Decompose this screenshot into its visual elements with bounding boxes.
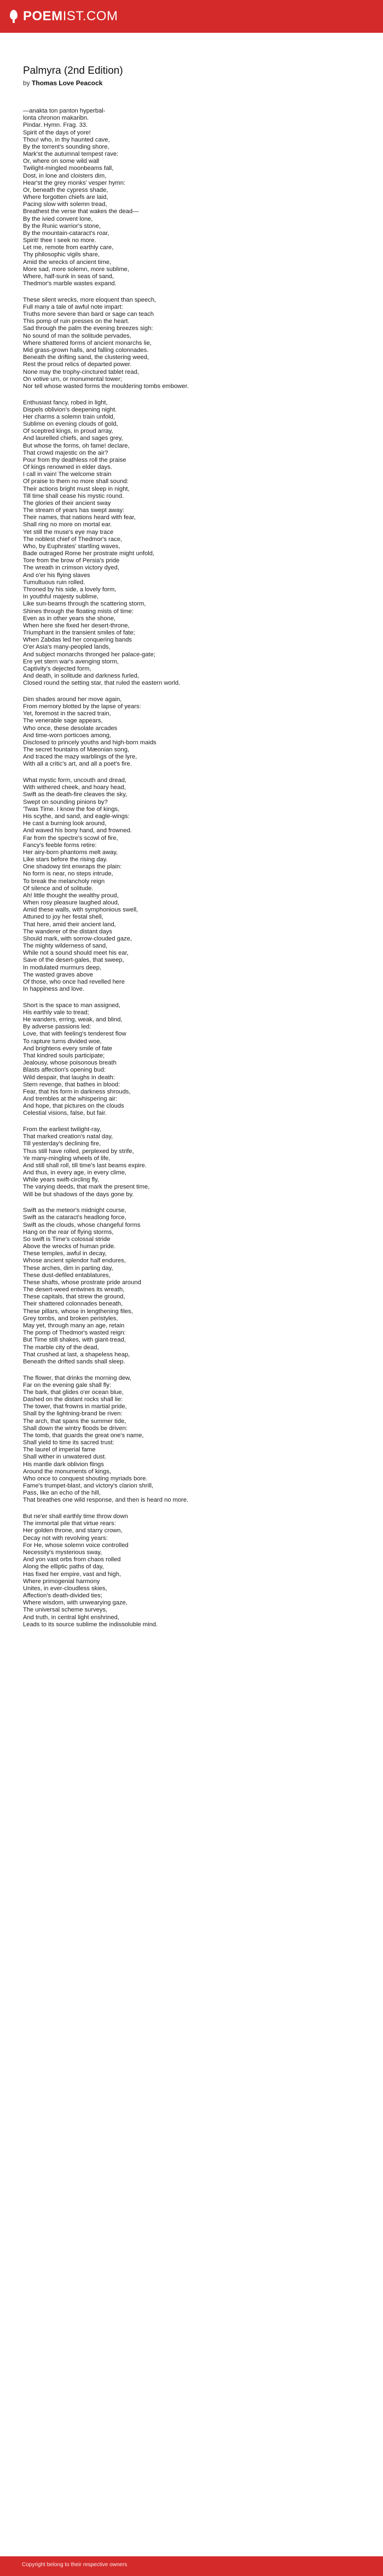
poem-line: Tumultuous ruin rolled.: [23, 579, 85, 586]
poem-line: Who, by Euphrates' startling waves,: [23, 543, 120, 550]
poem-line: These dust-defiled entablatures,: [23, 1272, 111, 1279]
poem-line: Like stars before the rising day.: [23, 856, 108, 863]
poem-line: The mighty wilderness of sand,: [23, 943, 108, 950]
poem-line: That crushed at last, a shapeless heap,: [23, 1351, 130, 1358]
poem-line: Attuned to joy her festal shell,: [23, 914, 103, 921]
byline: [23, 79, 362, 87]
poem-line: These arches, dim in parting day,: [23, 1265, 113, 1272]
poem-line: Above the wrecks of human pride.: [23, 1243, 116, 1250]
poem-body: [23, 108, 362, 1628]
poem-line: Dost, in lone and cloisters dim,: [23, 172, 107, 179]
poem-line: Who once, these desolate arcades: [23, 725, 118, 732]
poem-line: These capitals, that strew the ground,: [23, 1293, 125, 1301]
poem-line: Truths more severe than bard or sage can teach: [23, 311, 154, 318]
poem-line: The noblest chief of Thedmor's race,: [23, 536, 123, 543]
poem-line: The wreath in crimson victory dyed,: [23, 564, 119, 572]
poem-line: Thedmor's marble wastes expand.: [23, 280, 117, 287]
poem-line: Yet still the muse's eye may trace: [23, 528, 114, 536]
poem-line: The tomb, that guards the great one's name,: [23, 1432, 144, 1439]
poem-line: Fear, that his form in darkness shrouds,: [23, 1088, 131, 1095]
poem-line: That crowd majestic on the air?: [23, 449, 108, 456]
poem-line: Beneath the drifted sands shall sleep.: [23, 1358, 125, 1365]
poem-line: Of praise to them no more shall sound:: [23, 478, 129, 485]
poem-line: Even as in other years she shone,: [23, 615, 116, 622]
poem-line: Mid grass-grown halls, and falling colonnades.: [23, 347, 149, 354]
logo-text-light: IST.COM: [62, 9, 118, 23]
poem-line: More sad, more solemn, more sublime,: [23, 266, 129, 273]
poem-line: Shall down the wintry floods be driven:: [23, 1425, 127, 1432]
poem-line: Shines through the floating mists of time:: [23, 608, 134, 615]
poem-line: Swift as the cataract's headlong force,: [23, 1214, 126, 1221]
poem-line: For He, whose solemn voice controlled: [23, 1542, 129, 1549]
poem-line: So swift is Time's colossal stride: [23, 1236, 111, 1243]
poem-line: Her airy-born phantoms melt away,: [23, 849, 118, 856]
poem-line: The flower, that drinks the morning dew,: [23, 1374, 131, 1381]
poem-line: The bark, that glides o'er ocean blue,: [23, 1389, 124, 1396]
poem-line: —anakta ton panton hyperbal-: [23, 108, 106, 114]
poem-line: Save of the desert-gales, that sweep,: [23, 957, 124, 964]
poem-line: lonta chronon makaribn.: [23, 115, 89, 122]
author-link[interactable]: Thomas Love Peacock: [32, 79, 103, 87]
poem-line: The stream of years has swept away:: [23, 507, 125, 514]
poem-line: To rapture turns divided woe,: [23, 1038, 102, 1045]
poem-line: Full many a tale of awful note impart:: [23, 303, 123, 310]
poem-line: These pillars, whose in lengthening files,: [23, 1308, 133, 1315]
poem-line: Far on the evening gale shall fly:: [23, 1381, 112, 1389]
poem-line: Where, half-sunk in seas of sand,: [23, 273, 114, 280]
poem-line: And subject monarchs thronged her palace-gate;: [23, 651, 155, 658]
poem-line: Pindar. Hymn. Frag. 33.: [23, 122, 88, 129]
stanza: [23, 297, 362, 390]
poem-line: Grey tombs, and broken peristyles,: [23, 1315, 118, 1322]
poem-line: Stern revenge, that bathes in blood:: [23, 1081, 120, 1088]
poem-line: The secret fountains of Mæonian song,: [23, 746, 130, 754]
poem-line: Till yesterday's declining fire,: [23, 1140, 101, 1148]
poem-line: But Time still shakes, with giant-tread,: [23, 1337, 126, 1344]
poem-line: That kindred souls participate;: [23, 1052, 105, 1059]
poem-line: The wasted graves above: [23, 971, 94, 978]
poem-line: Or, where on some wild wall: [23, 158, 100, 165]
poem-line: Pacing slow with solemn tread,: [23, 201, 107, 208]
stanza: [23, 777, 362, 993]
poem-line: The pomp of Thedmor's wasted reign:: [23, 1330, 126, 1337]
poem-line: Bade outraged Rome her prostrate might unfold,: [23, 550, 155, 557]
poem-line: In modulated murmurs deep,: [23, 964, 102, 971]
poem-line: From memory blotted by the lapse of years:: [23, 703, 141, 710]
stanza: [23, 399, 362, 687]
poem-line: The immortal pile that virtue rears:: [23, 1520, 116, 1527]
poem-line: Her charms a solemn train unfold,: [23, 413, 115, 420]
poem-line: Leads to its source sublime the indissoluble mind.: [23, 1621, 158, 1628]
stanza: [23, 1002, 362, 1118]
poem-line: Shall yield to time its sacred trust:: [23, 1439, 114, 1446]
poem-line: Shall ring no more on mortal ear.: [23, 521, 112, 528]
poem-line: When rosy pleasure laughed aloud,: [23, 899, 120, 907]
poem-line: Nor tell whose wasted forms the mouldering tombs embower.: [23, 383, 189, 390]
poem-line: Hang on the rear of flying storms,: [23, 1228, 114, 1236]
poem-line: Throned by his side, a lovely form,: [23, 586, 117, 593]
poem-line: Where shattered forms of ancient monarchs lie,: [23, 339, 152, 346]
poem-line: On votive urn, or monumental tower;: [23, 375, 122, 383]
site-header: [0, 0, 383, 33]
poem-line: In happiness and love.: [23, 986, 84, 993]
poem-line: Should mark, with sorrow-clouded gaze,: [23, 935, 132, 942]
poem-line: Celestial visions, false, but fair.: [23, 1110, 107, 1117]
poem-line: Ere yet stern war's avenging storm,: [23, 658, 119, 665]
poem-line: His mantle dark oblivion flings: [23, 1461, 104, 1468]
poem-line: That marked creation's natal day,: [23, 1133, 113, 1140]
poem-line: While not a sound should meet his ear,: [23, 950, 129, 957]
poem-line: And yon vast orbs from chaos rolled: [23, 1556, 121, 1563]
poem-line: While years swift-circling fly,: [23, 1177, 100, 1184]
poem-line: None may the trophy-cinctured tablet read,: [23, 368, 140, 375]
stanza: [23, 1126, 362, 1198]
poem-line: And thus, in every age, in every clime,: [23, 1169, 127, 1177]
poem-line: Sublime on evening clouds of gold,: [23, 421, 118, 428]
poem-line: Pour from thy deathless roll the praise: [23, 456, 126, 463]
copyright-notice: Copyright belong to their respective owners: [22, 2562, 127, 2568]
poem-line: His earthly vale to tread;: [23, 1009, 89, 1016]
poem-line: That here, amid their ancient land,: [23, 921, 116, 928]
poem-line: By the mountain-cataract's roar,: [23, 230, 109, 237]
poem-line: The wanderer of the distant days: [23, 928, 112, 935]
poem-line: Breathest the verse that wakes the dead—: [23, 208, 139, 215]
poem-line: Rest the proud relics of departed power.: [23, 361, 132, 368]
poem-line: And trembles at the whispering air:: [23, 1096, 118, 1103]
pen-nib-icon: [9, 10, 19, 23]
poem-line: Swept on sounding pinions by?: [23, 798, 108, 805]
poem-line: And still shall roll, till time's last beams expire.: [23, 1162, 147, 1169]
poem-line: And o'er his flying slaves: [23, 572, 90, 579]
stanza: [23, 108, 362, 287]
poem-line: Captivity's dejected form,: [23, 665, 91, 672]
poem-line: Disclosed to princely youths and high-born maids: [23, 739, 156, 746]
byline-prefix: by: [23, 79, 30, 87]
poem-content: [23, 64, 362, 1637]
poem-line: Amid the wrecks of ancient time,: [23, 258, 112, 266]
poem-line: Will be but shadows of the days gone by.: [23, 1191, 134, 1198]
poem-line: Thy philosophic vigils share,: [23, 251, 100, 258]
poem-line: Sad through the palm the evening breezes sigh:: [23, 325, 153, 332]
stanza: [23, 1375, 362, 1504]
poem-line: From the earliest twilight-ray,: [23, 1126, 101, 1133]
poem-line: And traced the mazy warblings of the lyre,: [23, 754, 137, 761]
poem-line: He cast a burning look around,: [23, 820, 107, 827]
poem-line: He wanders, erring, weak, and blind,: [23, 1016, 123, 1024]
poem-line: Of sceptred kings, in proud array,: [23, 428, 113, 435]
poem-line: Like sun-beams through the scattering storm,: [23, 601, 146, 608]
poem-line: Pass, like an echo of the hill,: [23, 1490, 101, 1497]
poem-line: Love, that with feeling's tenderest flow: [23, 1031, 126, 1038]
poem-line: Hear'st the grey monks' vesper hymn:: [23, 179, 126, 186]
poem-line: Swift as the meteor's midnight course,: [23, 1207, 126, 1214]
poem-line: Around the monuments of kings,: [23, 1468, 112, 1475]
poem-line: Thus still have rolled, perplexed by strife,: [23, 1148, 134, 1155]
poem-line: Ye many-mingling wheels of life,: [23, 1155, 111, 1162]
poem-line: Dim shades around her move again,: [23, 696, 122, 703]
poem-line: Or, beneath the cypress shade,: [23, 186, 108, 193]
poem-line: Has fixed her empire, vast and high,: [23, 1571, 121, 1578]
poem-line: And time-worn porticoes among,: [23, 732, 112, 739]
poem-line: Triumphant in the transient smiles of fate;: [23, 630, 135, 637]
logo-text-bold: POEM: [23, 9, 63, 23]
poem-line: Let me, remote from earthly care,: [23, 244, 114, 251]
poem-line: Shall wither in unwatered dust.: [23, 1454, 107, 1461]
poem-line: Decay not with revolving years:: [23, 1534, 108, 1542]
poem-line: Spirit of the days of yore!: [23, 129, 91, 136]
poem-line: Whose ancient splendor half endures,: [23, 1257, 126, 1265]
poem-line: And truth, in central light enshrined,: [23, 1614, 119, 1621]
poem-line: Yet, foremost in the sacred train,: [23, 710, 111, 717]
poem-line: And death, in solitude and darkness furled,: [23, 673, 140, 680]
poem-line: Mark'st the autumnal tempest rave:: [23, 151, 119, 158]
poem-line: But ne'er shall earthly time throw down: [23, 1513, 128, 1520]
poem-line: And waved his bony hand, and frowned.: [23, 827, 132, 834]
poem-line: Their actions bright must sleep in night,: [23, 485, 130, 492]
poem-line: These temples, awful in decay,: [23, 1250, 107, 1257]
poem-line: When Zabdas led her conquering bands: [23, 637, 132, 644]
poem-line: In youthful majesty sublime,: [23, 593, 99, 601]
poem-line: And hope, that pictures on the clouds: [23, 1103, 124, 1110]
logo-text: [23, 9, 118, 24]
poem-line: Who once to conquest shouting myriads bore.: [23, 1475, 148, 1482]
poem-line: And brightens every smile of fate: [23, 1045, 112, 1052]
poem-line: To break the melancholy reign: [23, 878, 105, 885]
poem-line: The arch, that spans the summer tide,: [23, 1418, 126, 1425]
poem-line: 'Twas Time. I know the foe of kings,: [23, 805, 120, 813]
poem-line: Where wisdom, with unwearying gaze,: [23, 1599, 127, 1607]
poem-line: O'er Asia's many-peopled lands,: [23, 644, 111, 651]
poem-line: Their shattered colonnades beneath,: [23, 1301, 123, 1308]
poem-line: Swift as the clouds, whose changeful forms: [23, 1221, 141, 1228]
poem-line: Unites, in ever-cloudless skies,: [23, 1585, 107, 1592]
poem-line: Necessity's mysterious sway,: [23, 1549, 102, 1556]
poem-line: The laurel of imperial fame: [23, 1446, 96, 1454]
poem-line: These shafts, whose prostrate pride around: [23, 1279, 141, 1286]
site-footer: [0, 2556, 383, 2576]
poem-line: Fame's trumpet-blast, and victory's clarion shrill,: [23, 1483, 154, 1490]
stanza: [23, 1513, 362, 1628]
poem-line: Twilight-mingled moonbeams fall,: [23, 165, 114, 172]
poem-line: His scythe, and sand, and eagle-wings:: [23, 813, 130, 820]
poem-line: The glories of their ancient sway: [23, 499, 111, 507]
poem-line: Far from the spectre's scowl of fire,: [23, 834, 118, 842]
poem-line: Swift as the death-fire cleaves the sky,: [23, 791, 127, 798]
poem-line: Of silence and of solitude.: [23, 885, 94, 892]
poem-line: This pomp of ruin presses on the heart.: [23, 318, 130, 325]
poem-line: Of kings renowned in elder days.: [23, 464, 112, 471]
poem-line: With all a critic's art, and all a poet's fire.: [23, 761, 132, 768]
poem-line: One shadowy tint enwraps the plain:: [23, 863, 122, 871]
poem-line: Blasts affection's opening bud:: [23, 1067, 106, 1074]
poem-line: No sound of man the solitude pervades,: [23, 332, 131, 339]
poem-line: What mystic form, uncouth and dread,: [23, 777, 127, 784]
poem-line: Beneath the drifting sand, the clustering weed,: [23, 354, 149, 361]
poem-line: Enthusiast fancy, robed in light,: [23, 399, 108, 406]
poem-line: These silent wrecks, more eloquent than speech,: [23, 296, 156, 303]
poem-line: Where primogenial harmony: [23, 1578, 100, 1585]
poem-line: Where forgotten chiefs are laid,: [23, 194, 108, 201]
poem-line: The desert-weed entwines its wreath,: [23, 1286, 125, 1293]
poem-line: Closed round the setting star, that ruled the eastern world.: [23, 680, 181, 687]
stanza: [23, 1207, 362, 1366]
poem-line: No form is near, no steps intrude,: [23, 871, 113, 878]
poem-line: Ah! little thought the wealthy proud,: [23, 892, 119, 899]
poem-line: The universal scheme surveys,: [23, 1607, 108, 1614]
poem-line: Wild despair, that laughs in death:: [23, 1074, 115, 1081]
poem-line: Till time shall cease his mystic round.: [23, 492, 124, 499]
poem-line: The marble city of the dead,: [23, 1344, 99, 1351]
poem-line: Amid these walls, with symphonious swell,: [23, 907, 138, 914]
poem-line: Jealousy, whose poisonous breath: [23, 1060, 117, 1067]
poem-line: But whose the forms, oh fame! declare,: [23, 442, 130, 449]
poem-line: By adverse passions led:: [23, 1024, 91, 1031]
poem-line: Short is the space to man assigned,: [23, 1002, 120, 1009]
poem-line: And laurelled chiefs, and sages grey,: [23, 435, 123, 442]
poem-line: By the Runic warrior's stone,: [23, 222, 101, 230]
poem-line: Their names, that nations heard with fear,: [23, 514, 136, 521]
poem-line: May yet, through many an age, retain: [23, 1322, 125, 1329]
poem-line: I call in vain! The welcome strain: [23, 471, 112, 478]
poem-line: Fancy's feeble forms retire:: [23, 842, 97, 849]
poem-line: Spirit! thee I seek no more.: [23, 237, 96, 244]
poem-line: By the torrent's sounding shore,: [23, 143, 109, 150]
poem-line: That breathes one wild response, and then is heard no more.: [23, 1497, 189, 1504]
poem-line: Dashed on the distant rocks shall lie:: [23, 1396, 123, 1403]
poem-line: With withered cheek, and hoary head,: [23, 784, 126, 791]
poem-line: Her golden throne, and starry crown,: [23, 1527, 123, 1534]
site-logo[interactable]: [9, 9, 118, 24]
poem-line: Thou! who, in thy haunted cave,: [23, 136, 110, 143]
poem-line: Tore from the brow of Persia's pride: [23, 557, 120, 564]
poem-line: The tower, that frowns in martial pride,: [23, 1403, 127, 1410]
poem-line: Shall by the lightning-brand be riven:: [23, 1410, 123, 1418]
poem-line: Affection's death-divided ties;: [23, 1592, 102, 1599]
poem-line: By the ivied convent lone,: [23, 215, 93, 222]
poem-line: The varying deeds, that mark the present time,: [23, 1184, 150, 1191]
poem-line: Dispels oblivion's deepening night.: [23, 406, 117, 413]
poem-line: When here she fixed her desert-throne,: [23, 622, 130, 629]
poem-line: Along the elliptic paths of day,: [23, 1563, 104, 1571]
poem-title: Palmyra (2nd Edition): [23, 65, 123, 77]
stanza: [23, 696, 362, 768]
poem-line: Of those, who once had revelled here: [23, 978, 125, 985]
poem-line: The venerable sage appears,: [23, 717, 103, 725]
